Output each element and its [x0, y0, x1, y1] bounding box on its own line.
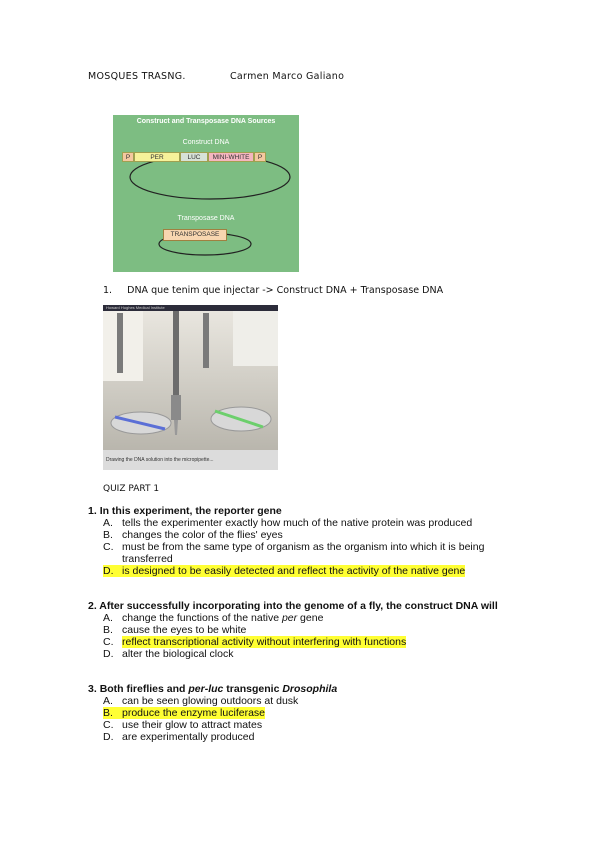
option-3a — [103, 695, 298, 707]
option-3d — [103, 731, 255, 743]
segment-mini-white: MINI-WHITE — [208, 152, 254, 162]
option-1d — [103, 565, 465, 577]
list-item — [103, 285, 443, 296]
option-letter: C. — [103, 719, 114, 731]
option-letter: A. — [103, 517, 113, 529]
option-3c — [103, 719, 262, 731]
option-1c-continuation: transferred — [122, 553, 173, 565]
quiz-title: QUIZ PART 1 — [103, 484, 160, 494]
plasmid-drawing — [113, 115, 299, 272]
micropipette-photo — [103, 305, 278, 470]
option-text-highlighted: reflect transcriptional activity without interfering with functions — [122, 636, 407, 648]
option-2b — [103, 624, 246, 636]
question-text: transgenic — [223, 683, 283, 695]
transposase-box: TRANSPOSASE — [163, 229, 227, 241]
author-name: Carmen Marco Galiano — [230, 71, 345, 82]
dna-sources-diagram — [113, 115, 299, 272]
photo-source-text: Howard Hughes Medical Institute — [103, 305, 278, 311]
option-text: gene — [297, 612, 324, 624]
option-text: can be seen glowing outdoors at dusk — [122, 695, 299, 707]
option-1a — [103, 517, 472, 529]
option-text: are experimentally produced — [122, 731, 255, 743]
option-letter: A. — [103, 695, 113, 707]
question-number: 1. — [88, 505, 97, 517]
list-number: 1. — [103, 285, 113, 296]
option-letter: C. — [103, 541, 114, 553]
option-letter: B. — [103, 529, 113, 541]
option-letter: B. — [103, 624, 113, 636]
diagram-title: Construct and Transposase DNA Sources — [136, 118, 276, 125]
segment-per: PER — [134, 152, 180, 162]
option-text: cause the eyes to be white — [122, 624, 247, 636]
option-text: must be from the same type of organism as the organism into which it is being — [122, 541, 485, 553]
question-text: In this experiment, the reporter gene — [99, 505, 282, 517]
question-text-italic: per-luc — [188, 683, 224, 695]
question-text: Both fireflies and — [99, 683, 189, 695]
option-text: changes the color of the flies' eyes — [122, 529, 283, 541]
option-letter: A. — [103, 612, 113, 624]
question-3 — [88, 683, 337, 695]
option-2d — [103, 648, 233, 660]
segment-p-right: P — [254, 152, 266, 162]
question-text: After successfully incorporating into the genome of a fly, the construct DNA will — [99, 600, 498, 612]
transposase-dna-label: Transposase DNA — [177, 215, 235, 222]
option-text-highlighted: produce the enzyme luciferase — [122, 707, 265, 719]
option-text-italic: per — [281, 612, 298, 624]
option-text: tells the experimenter exactly how much of the native protein was produced — [122, 517, 473, 529]
lab-scene-drawing — [103, 305, 278, 470]
construct-dna-label: Construct DNA — [182, 139, 230, 146]
option-letter: D. — [103, 648, 114, 660]
list-text: DNA que tenim que injectar -> Construct DNA + Transposase DNA — [127, 285, 444, 296]
segment-p-left: P — [122, 152, 134, 162]
option-text: use their glow to attract mates — [122, 719, 263, 731]
question-1 — [88, 505, 282, 517]
document-title: MOSQUES TRASNG. — [88, 71, 186, 82]
option-letter: D. — [103, 731, 114, 743]
segment-luc: LUC — [180, 152, 208, 162]
photo-caption: Drawing the DNA solution into the micropipette... — [103, 450, 278, 470]
option-1c — [103, 541, 484, 553]
option-1b — [103, 529, 283, 541]
option-letter: C. — [103, 636, 114, 648]
option-text: alter the biological clock — [122, 648, 234, 660]
question-2 — [88, 600, 498, 612]
option-text-highlighted: is designed to be easily detected and reflect the activity of the native gene — [122, 565, 466, 577]
option-letter: D. — [103, 565, 122, 577]
option-letter: B. — [103, 707, 122, 719]
option-text: change the functions of the native — [122, 612, 282, 624]
question-number: 3. — [88, 683, 97, 695]
option-2c — [103, 636, 406, 648]
option-2a — [103, 612, 323, 624]
question-number: 2. — [88, 600, 97, 612]
question-text-italic: Drosophila — [282, 683, 338, 695]
option-3b — [103, 707, 265, 719]
